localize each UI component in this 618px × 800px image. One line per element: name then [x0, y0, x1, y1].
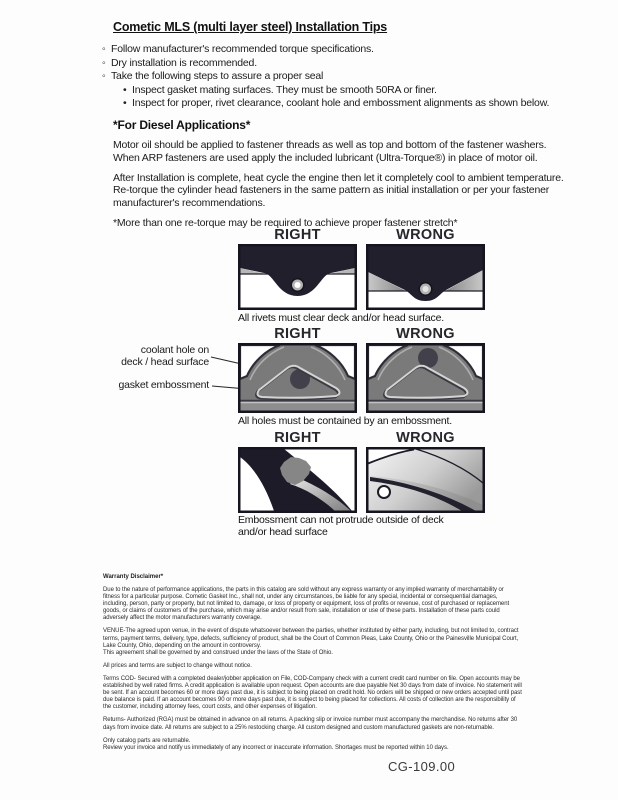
- open-bullet-icon: ◦: [102, 43, 106, 55]
- rivet-wrong-svg: [366, 244, 485, 310]
- rivet-wrong-diagram: [366, 244, 485, 310]
- legal-paragraph: All prices and terms are subject to change without notice.: [103, 662, 252, 669]
- right-label: RIGHT: [274, 326, 321, 342]
- list-item: [102, 43, 557, 57]
- tip-text: Inspect gasket mating surfaces. They must be smooth 50RA or finer.: [132, 83, 437, 96]
- annotation-text: gasket embossment: [118, 379, 209, 391]
- dot-bullet-icon: •: [123, 97, 127, 109]
- legal-paragraph: This agreement shall be governed by and construed under the laws of the State of Ohio.: [103, 649, 333, 656]
- wrong-label: WRONG: [396, 430, 455, 446]
- diesel-paragraph: *More than one re-torque may be required to achieve proper fastener stretch*: [113, 216, 458, 229]
- legal-paragraph: Returns- Authorized (RGA) must be obtained in advance on all returns. A packing slip or invoice number must accompany the merchandise. No returns after 30 days from invoice date. All returns are subject to a 25% restocking charge. All custom designed and custom manufactured gaskets are non-returnable.: [103, 717, 518, 731]
- legal-paragraph: Due to the nature of performance applications, the parts in this catalog are sold without any express warranty or any implied warranty of merchantability or fitness for a particular purpose. Cometic Gasket Inc., shall not, under any circumstances, be liable for any special, incidental or consequential damages, including, person, party or property, but not limited to, damage, or loss of property or equipment, loss of profits or revenue, cost of purchased or replacement goods, or claims of customers of the purchase, which may arise and/or result from sale, installation or use of these parts. Installation of these parts could adversely affect the motor manufacturers warranty coverage.: [103, 587, 510, 622]
- rivet-right-svg: [238, 244, 357, 310]
- row1-caption: All rivets must clear deck and/or head surface.: [238, 312, 444, 324]
- embossment-wrong-diagram: [366, 343, 485, 413]
- legal-paragraph: VENUE-The agreed upon venue, in the event of dispute whatsoever between the parties, whether instituted by either party, including, but not limited to, contract terms, payment terms, delivery, type, defects, sufficiency of product, shall be the Court of Common Pleas, Lake County, Ohio or the Painesville Municipal Court, Lake County, Ohio, depending on the amount in controversy.: [103, 628, 519, 649]
- annotation-coolant-hole-label: [101, 344, 209, 368]
- diesel-heading: *For Diesel Applications*: [113, 118, 251, 132]
- tip-text: Follow manufacturer's recommended torque specifications.: [111, 43, 374, 55]
- right-label: RIGHT: [274, 227, 321, 243]
- row3-caption: [238, 514, 538, 538]
- warranty-disclaimer-section: [103, 574, 522, 758]
- list-item: [123, 97, 557, 111]
- protrusion-wrong-diagram: [366, 447, 485, 513]
- annotation-text: coolant hole on: [140, 344, 209, 356]
- wrong-label: WRONG: [396, 227, 455, 243]
- dot-bullet-icon: •: [123, 83, 127, 96]
- list-item: [123, 84, 557, 98]
- tip-text: Take the following steps to assure a proper seal: [111, 70, 324, 82]
- embossment-right-svg: [238, 343, 357, 413]
- row2-caption: All holes must be contained by an embossment.: [238, 415, 452, 427]
- embossment-right-diagram: [238, 343, 357, 413]
- caption-text: Embossment can not protrude outside of deck: [238, 514, 444, 526]
- page-title: Cometic MLS (multi layer steel) Installation Tips: [113, 20, 388, 34]
- caption-text: and/or head surface: [238, 526, 328, 538]
- tip-text: Inspect for proper, rivet clearance, coolant hole and embossment alignments as shown below.: [132, 97, 550, 109]
- embossment-wrong-svg: [366, 343, 485, 413]
- legal-heading: Warranty Disclaimer*: [103, 574, 164, 580]
- protrusion-wrong-svg: [366, 447, 485, 513]
- diesel-paragraph: Motor oil should be applied to fastener threads as well as top and bottom of the fastener washers. When ARP fasteners are used apply the included lubricant (Ultra-Torque®) in place of motor oil.: [113, 139, 547, 164]
- annotation-gasket-embossment-label: [83, 379, 209, 391]
- open-bullet-icon: ◦: [102, 70, 106, 82]
- right-label: RIGHT: [274, 430, 321, 446]
- rivet-right-diagram: [238, 244, 357, 310]
- diesel-paragraph: After Installation is complete, heat cycle the engine then let it completely cool to ambient temperature. Re-torque the cylinder head fasteners in the same pattern as initial installation or per your fastener manufacturer's recommendations.: [113, 171, 564, 210]
- open-bullet-icon: ◦: [102, 56, 106, 69]
- protrusion-right-diagram: [238, 447, 357, 513]
- installation-tips-list: [102, 43, 557, 111]
- list-item: [102, 70, 557, 84]
- annotation-text: deck / head surface: [121, 356, 209, 368]
- footer-page-code: CG-109.00: [388, 759, 456, 774]
- legal-paragraph: Only catalog parts are returnable.: [103, 737, 191, 744]
- list-item: [102, 57, 557, 71]
- protrusion-right-svg: [238, 447, 357, 513]
- legal-paragraph: Terms COD- Secured with a completed dealer/jobber application on File, COD-Company check with a current credit card number on file. Open accounts may be established by well rated firms. A credit application is available upon request. Open accounts are due payable Net 30 days from date of invoice. No statement will be sent. If an account becomes 60 or more days past due, it is subject to being placed on credit hold. No orders will be shipped or new orders accepted until past due balance is paid. If an account becomes 90 or more days past due, it is subject to being placed for collections. All costs of collection are the responsibility of the customer, including attorney fees, court costs, and other expenses of litigation.: [103, 675, 522, 711]
- tip-text: Dry installation is recommended.: [111, 56, 257, 69]
- legal-paragraph: Review your invoice and notify us immediately of any incorrect or inaccurate information. Shortages must be reported within 10 days.: [103, 744, 449, 751]
- diesel-applications-section: [113, 118, 565, 237]
- wrong-label: WRONG: [396, 326, 455, 342]
